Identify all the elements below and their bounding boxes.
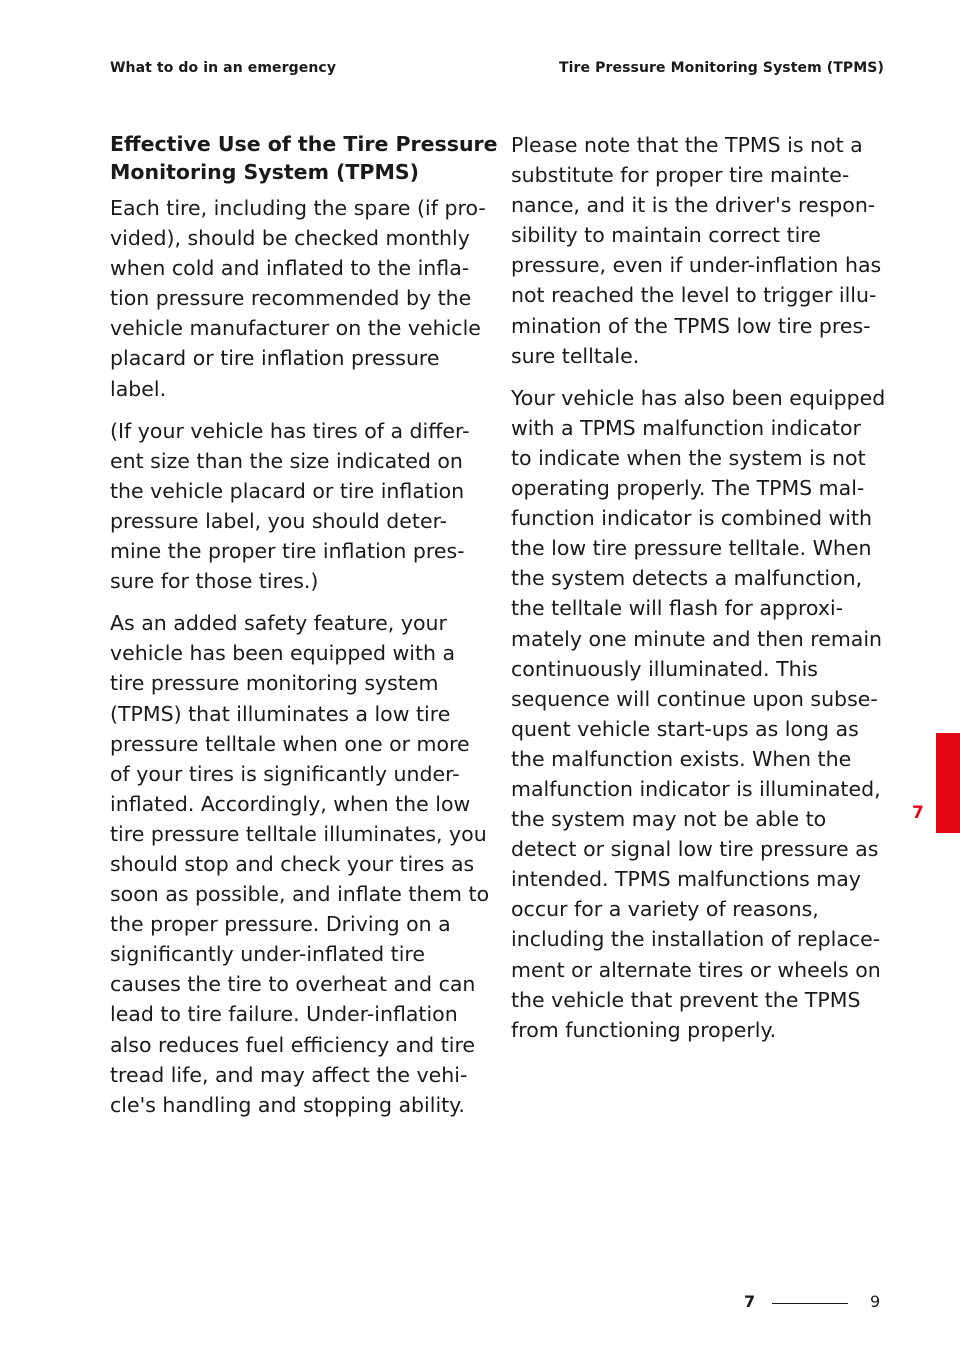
text-line: tire pressure monitoring system xyxy=(110,671,439,696)
text-line: nance, and it is the driver's respon- xyxy=(511,193,876,218)
chapter-tab xyxy=(936,733,960,833)
text-line: detect or signal low tire pressure as xyxy=(511,837,879,862)
header-section-title: What to do in an emergency xyxy=(110,60,337,76)
text-line: Your vehicle has also been equipped xyxy=(511,385,886,410)
left-column xyxy=(110,130,498,1132)
text-line: pressure label, you should deter- xyxy=(110,508,448,533)
text-line: mination of the TPMS low tire pres- xyxy=(511,313,871,338)
text-line: mine the proper tire inflation pres- xyxy=(110,539,465,564)
text-line: including the installation of replace- xyxy=(511,927,881,952)
text-line: the low tire pressure telltale. When xyxy=(511,536,872,561)
text-line: tire pressure telltale illuminates, you xyxy=(110,821,487,846)
text-line: occur for a variety of reasons, xyxy=(511,897,819,922)
text-line: As an added safety feature, your xyxy=(110,611,447,636)
text-line: the proper pressure. Driving on a xyxy=(110,912,451,937)
text-line: lead to tire failure. Under-inflation xyxy=(110,1002,458,1027)
text-line: when cold and inflated to the infla- xyxy=(110,256,470,281)
text-line: of your tires is significantly under- xyxy=(110,761,460,786)
text-line: mately one minute and then remain xyxy=(511,626,883,651)
text-line: also reduces fuel efficiency and tire xyxy=(110,1032,476,1057)
text-line: vided), should be checked monthly xyxy=(110,226,470,251)
text-line: malfunction indicator is illuminated, xyxy=(511,776,881,801)
section-heading xyxy=(110,130,498,186)
text-line: ment or alternate tires or wheels on xyxy=(511,957,881,982)
paragraph-tire-size xyxy=(110,416,482,597)
chapter-tab-number: 7 xyxy=(912,803,924,823)
text-line: intended. TPMS malfunctions may xyxy=(511,867,861,892)
text-line: cle's handling and stopping ability. xyxy=(110,1092,465,1117)
text-line: label. xyxy=(110,376,167,401)
heading-line: Monitoring System (TPMS) xyxy=(110,160,419,184)
text-line: pressure telltale when one or more xyxy=(110,731,470,756)
text-line: Please note that the TPMS is not a xyxy=(511,133,863,157)
text-line: vehicle manufacturer on the vehicle xyxy=(110,316,481,341)
text-line: significantly under-inflated tire xyxy=(110,942,425,967)
text-line: should stop and check your tires as xyxy=(110,851,475,876)
heading-line: Effective Use of the Tire Pressure xyxy=(110,132,498,156)
text-line: sequence will continue upon subse- xyxy=(511,686,878,711)
text-line: tion pressure recommended by the xyxy=(110,286,472,311)
footer-chapter-number: 7 xyxy=(744,1292,756,1311)
text-line: ent size than the size indicated on xyxy=(110,448,463,473)
text-line: the vehicle placard or tire inflation xyxy=(110,478,465,503)
text-line: operating properly. The TPMS mal- xyxy=(511,476,865,501)
text-line: quent vehicle start-ups as long as xyxy=(511,716,859,741)
text-line: tread life, and may affect the vehi- xyxy=(110,1062,468,1087)
footer-page-number: 9 xyxy=(870,1292,881,1311)
header-topic-title: Tire Pressure Monitoring System (TPMS) xyxy=(559,60,884,76)
text-line: placard or tire inflation pressure xyxy=(110,346,440,371)
text-line: the system detects a malfunction, xyxy=(511,566,863,591)
footer-divider xyxy=(772,1303,848,1304)
paragraph-malfunction-indicator xyxy=(511,383,886,1045)
text-line: vehicle has been equipped with a xyxy=(110,641,456,666)
text-line: (If your vehicle has tires of a differ- xyxy=(110,418,470,443)
text-line: sibility to maintain correct tire xyxy=(511,223,821,248)
text-line: the telltale will flash for approxi- xyxy=(511,596,844,621)
text-line: sure for those tires.) xyxy=(110,569,319,594)
paragraph-safety-feature xyxy=(110,608,490,1120)
text-line: the malfunction exists. When the xyxy=(511,746,852,771)
text-line: not reached the level to trigger illu- xyxy=(511,283,877,308)
text-line: continuously illuminated. This xyxy=(511,656,818,681)
paragraph-maintenance-note xyxy=(511,130,883,371)
text-line: from functioning properly. xyxy=(511,1017,777,1042)
text-line: with a TPMS malfunction indicator xyxy=(511,415,861,440)
text-line: soon as possible, and inflate them to xyxy=(110,882,490,907)
text-line: causes the tire to overheat and can xyxy=(110,972,476,997)
paragraph-monthly-check xyxy=(110,193,486,404)
text-line: inflated. Accordingly, when the low xyxy=(110,791,471,816)
text-line: the vehicle that prevent the TPMS xyxy=(511,987,861,1012)
text-line: Each tire, including the spare (if pro- xyxy=(110,196,486,220)
text-line: sure telltale. xyxy=(511,343,640,368)
text-line: the system may not be able to xyxy=(511,807,827,832)
text-line: (TPMS) that illuminates a low tire xyxy=(110,701,451,726)
right-column xyxy=(511,130,886,1057)
text-line: to indicate when the system is not xyxy=(511,445,866,470)
text-line: substitute for proper tire mainte- xyxy=(511,163,850,188)
text-line: function indicator is combined with xyxy=(511,506,873,531)
text-line: pressure, even if under-inflation has xyxy=(511,253,882,278)
